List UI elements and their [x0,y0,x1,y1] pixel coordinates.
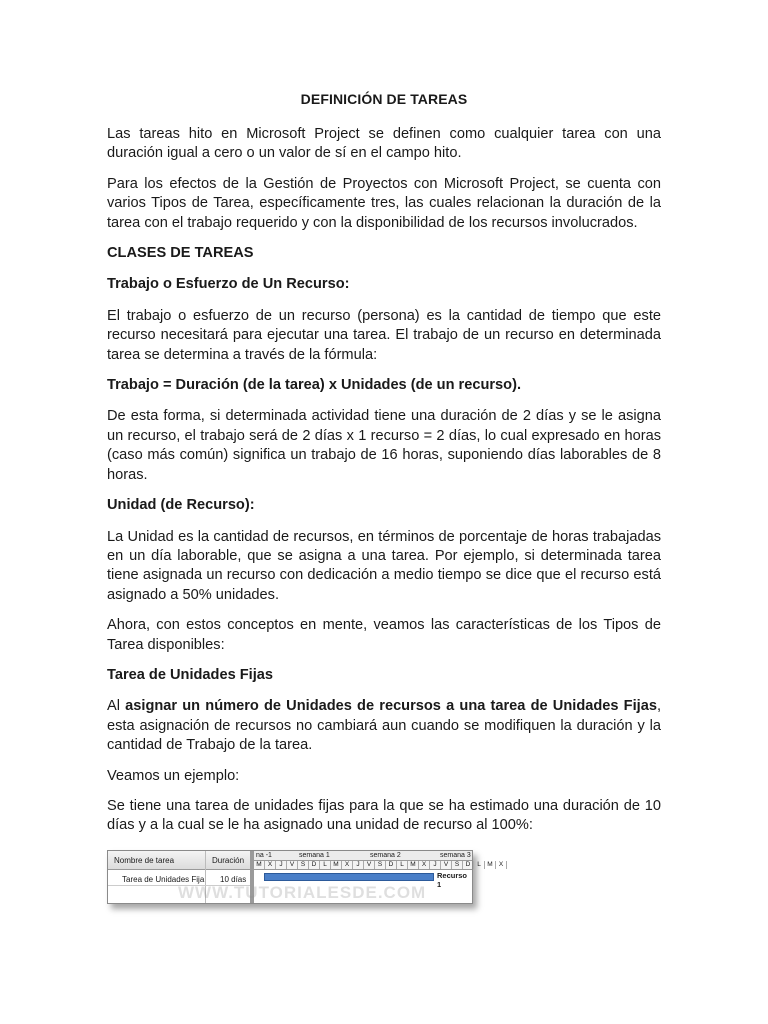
document-content [107,91,661,904]
heading-trabajo: Trabajo o Esfuerzo de Un Recurso: [107,276,350,293]
heading-unidades-fijas: Tarea de Unidades Fijas [107,666,273,683]
day-label: J [430,861,441,869]
day-label: J [276,861,287,869]
day-label: L [397,861,408,869]
text-run: , esta asignación de recursos no cambiará aun cuando se modifiquen la duración y la cantidad de Trabajo de la tarea. [107,698,661,754]
gantt-screenshot [107,850,504,904]
task-name-cell: Tarea de Unidades Fija [122,874,205,884]
task-bar [264,873,434,881]
paragraph-ejemplo: Se tiene una tarea de unidades fijas para la que se ha estimado una duración de 10 días y a la cual se le ha asignado una unidad de recurso al 100%: [107,797,661,834]
week-label: semana 3 [440,851,471,859]
day-label: X [342,861,353,869]
day-label: J [353,861,364,869]
paragraph-tipos: Para los efectos de la Gestión de Proyectos con Microsoft Project, se cuenta con varios Tipos de Tarea, específicamente tres, las cuales relacionan la duración de la tarea con el trabajo requerido y con la disponibilidad de los recursos involucrados. [107,175,661,231]
day-label: M [408,861,419,869]
paragraph-unidades-fijas [107,697,661,755]
column-header-duration: Duración [212,855,245,865]
day-label: V [287,861,298,869]
heading-unidad: Unidad (de Recurso): [107,497,255,514]
day-label: D [386,861,397,869]
week-label: na -1 [256,851,272,859]
day-label: D [463,861,474,869]
week-label: semana 1 [299,851,330,859]
timescale-weeks [254,851,472,861]
watermark: WWW.TUTORIALESDE.COM [178,882,427,902]
resource-label: Recurso 1 [437,870,468,889]
column-header-name: Nombre de tarea [114,855,175,865]
day-label: M [331,861,342,869]
day-label: L [320,861,331,869]
day-label: X [419,861,430,869]
bold-run: asignar un número de Unidades de recursos a una tarea de Unidades Fijas [125,698,657,715]
day-label: S [375,861,386,869]
week-label: semana 2 [370,851,401,859]
heading-clases: CLASES DE TAREAS [107,245,254,262]
timescale-days [254,860,504,870]
paragraph-trabajo: El trabajo o esfuerzo de un recurso (persona) es la cantidad de tiempo que este recurso necesitará para ejecutar una tarea. El trabajo de un recurso en determinada tarea se determina a través de la fórmula: [107,307,661,363]
page-title: DEFINICIÓN DE TAREAS [300,91,468,107]
day-label: S [452,861,463,869]
paragraph-veamos: Veamos un ejemplo: [107,767,240,784]
formula: Trabajo = Duración (de la tarea) x Unidades (de un recurso). [107,377,522,394]
text-run: Al [107,698,126,715]
day-label: M [485,861,496,869]
day-label: S [298,861,309,869]
day-label: X [496,861,507,869]
task-duration-cell: 10 días [220,874,247,884]
day-label: X [265,861,276,869]
paragraph-conceptos: Ahora, con estos conceptos en mente, veamos las características de los Tipos de Tarea disponibles: [107,617,661,653]
day-label: M [254,861,265,869]
day-label: V [364,861,375,869]
paragraph-unidad: La Unidad es la cantidad de recursos, en términos de porcentaje de horas trabajadas en un día laborable, que se asigna a una tarea. Por ejemplo, si determinada tarea tiene asignada un recurso con dedicación a medio tiempo se dice que el recurso está asignado a 50% unidades. [107,528,661,603]
day-label: V [441,861,452,869]
day-label: D [309,861,320,869]
paragraph-ejemplo-dias: De esta forma, si determinada actividad tiene una duración de 2 días y se le asigna un recurso, el trabajo será de 2 días x 1 recurso = 2 días, lo cual expresado en horas (caso más común) significa un trabajo de 16 horas, suponiendo días laborables de 8 horas. [107,408,661,483]
paragraph-hito: Las tareas hito en Microsoft Project se definen como cualquier tarea con una duración igual a cero o un valor de sí en el campo hito. [107,126,661,162]
day-label: L [474,861,485,869]
gantt-table-header [108,851,250,870]
